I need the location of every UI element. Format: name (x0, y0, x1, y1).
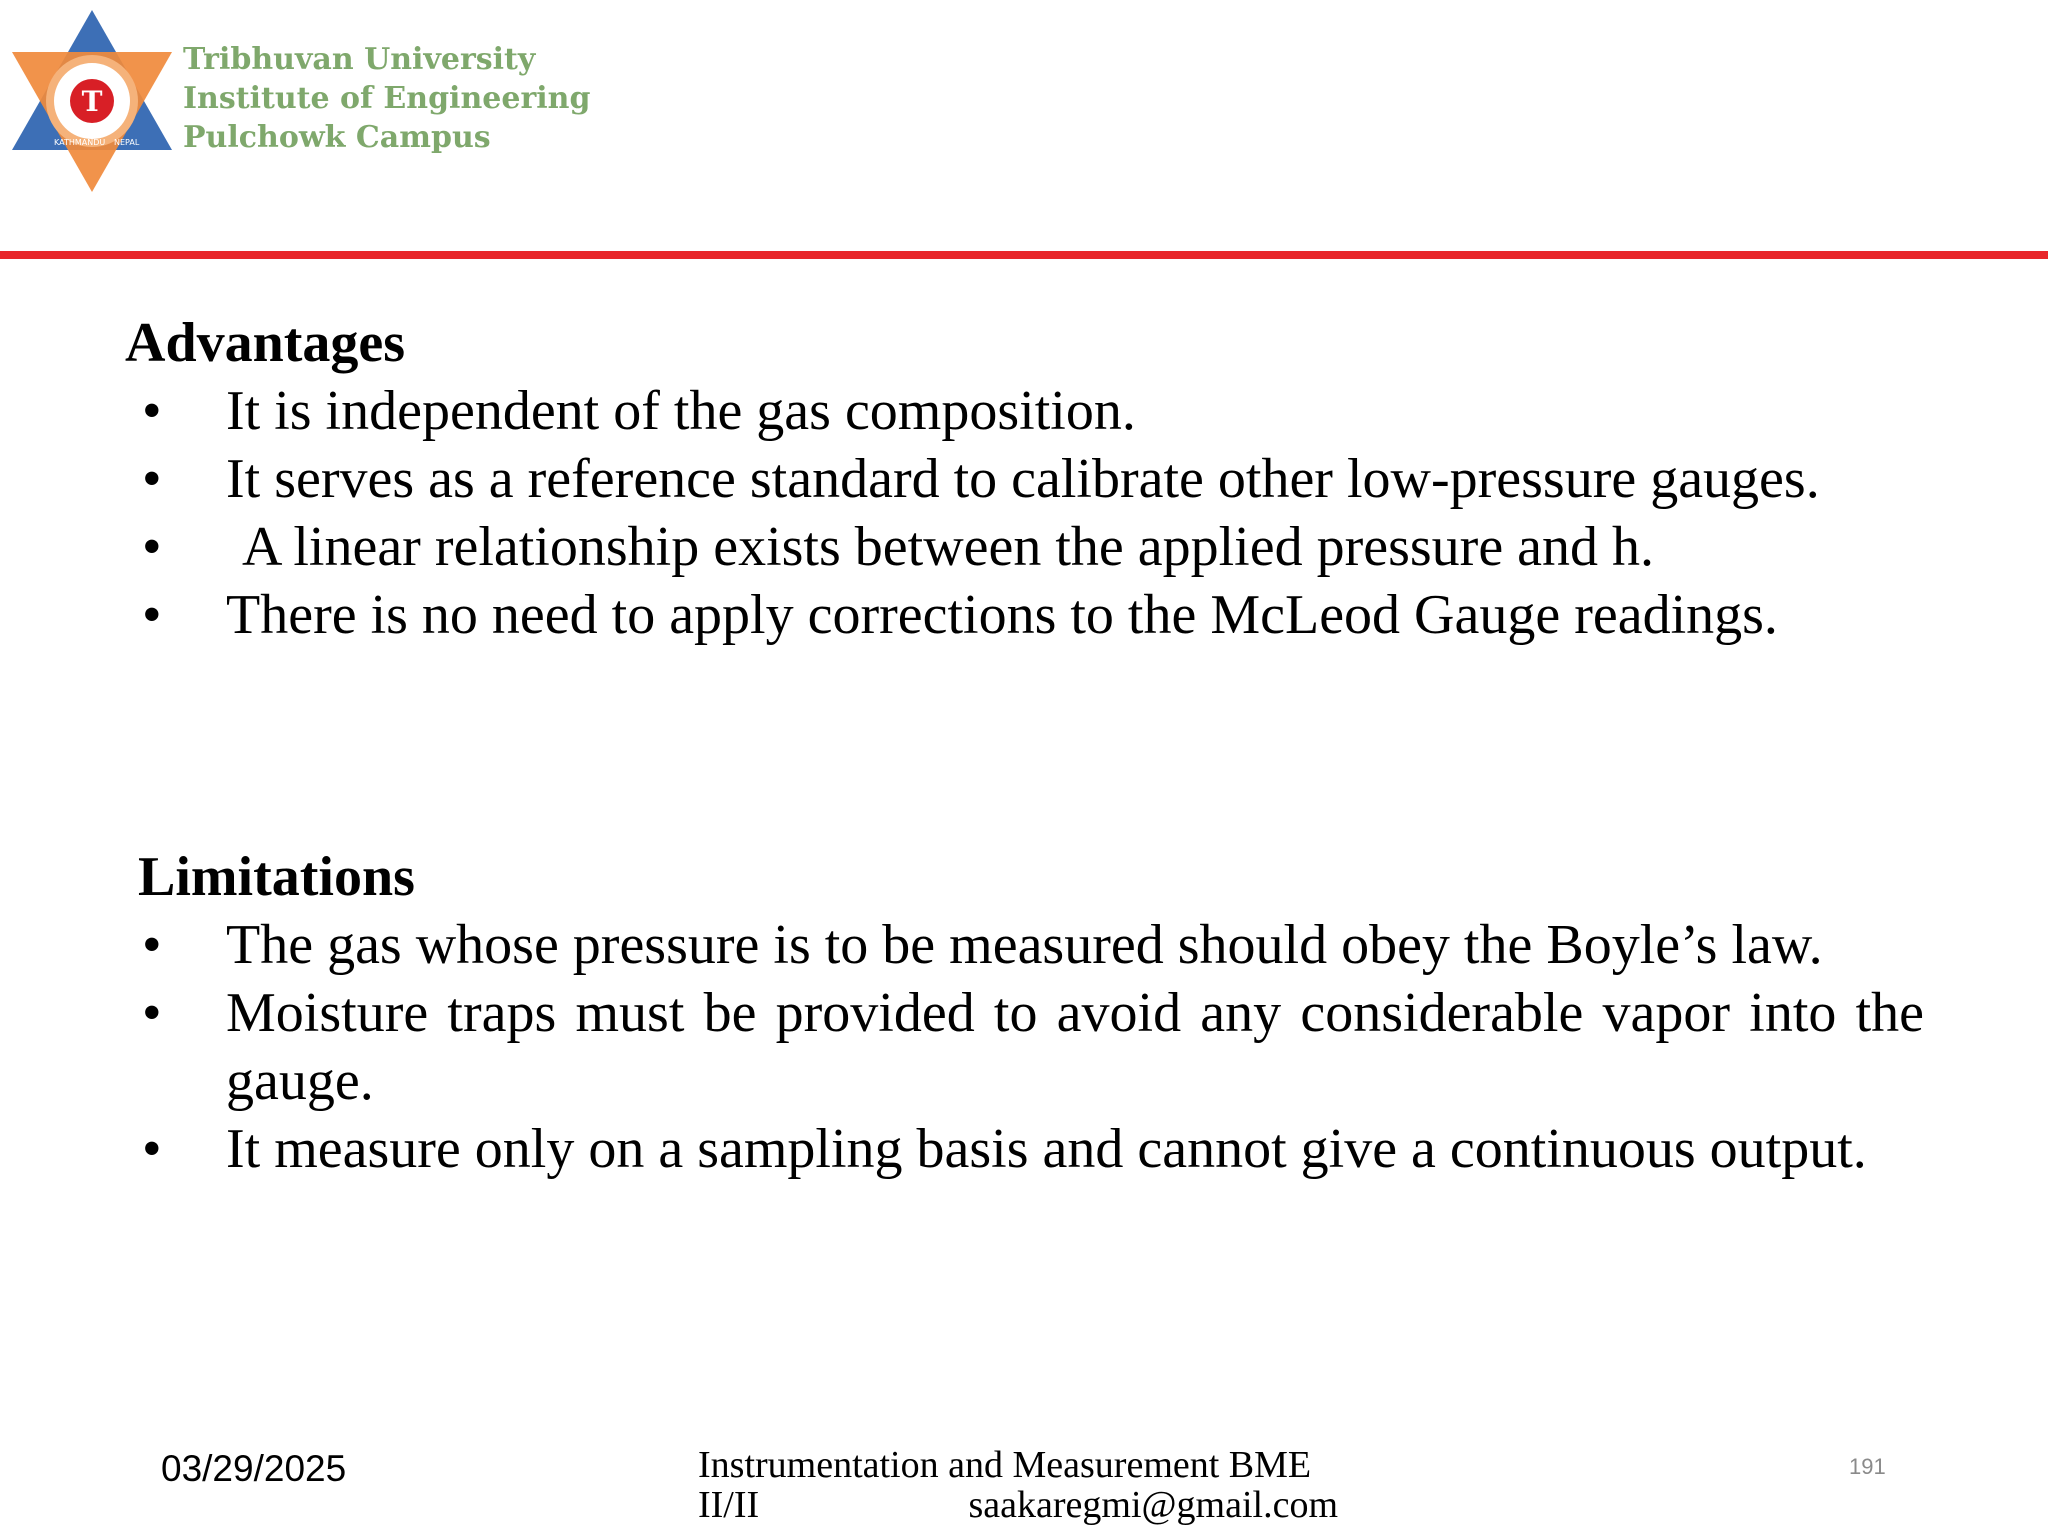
limitation-item (136, 1115, 1924, 1183)
logo-ring-text-right: NEPAL (114, 138, 140, 147)
limitations-list (136, 911, 1924, 1183)
university-logo (10, 10, 175, 192)
institute-name-line: Institute of Engineering (183, 81, 591, 116)
page-number: 191 (1849, 1454, 1886, 1479)
advantage-text: It serves as a reference standard to calibrate other low-pressure gauges. (226, 448, 1820, 510)
advantage-item (136, 513, 1924, 581)
university-name-block (183, 40, 590, 157)
advantage-item (136, 377, 1924, 445)
bullet-dot: • (142, 982, 162, 1044)
footer-course-title: Instrumentation and Measurement BME (698, 1444, 1312, 1486)
footer-course-info (698, 1445, 1338, 1525)
limitation-item (136, 979, 1924, 1115)
bullet-dot: • (142, 1118, 162, 1180)
logo-emblem-letter: T (81, 85, 103, 118)
advantage-item (136, 581, 1924, 649)
advantage-text: There is no need to apply corrections to the McLeod Gauge readings. (226, 584, 1778, 646)
slide-header (0, 0, 2048, 250)
limitations-heading: Limitations (138, 846, 415, 908)
advantages-heading: Advantages (125, 312, 406, 374)
advantage-text: A linear relationship exists between the applied pressure and h. (242, 516, 1655, 578)
campus-name-line: Pulchowk Campus (183, 120, 491, 155)
university-name-line: Tribhuvan University (183, 42, 536, 77)
bullet-dot: • (142, 584, 162, 646)
limitation-text: The gas whose pressure is to be measured should obey the Boyle’s law. (226, 914, 1823, 976)
footer-date: 03/29/2025 (161, 1448, 347, 1489)
advantage-item (136, 445, 1924, 513)
bullet-dot: • (142, 380, 162, 442)
bullet-dot: • (142, 914, 162, 976)
bullet-dot: • (142, 448, 162, 510)
footer-semester: II/II (698, 1484, 760, 1526)
footer-course-line2 (698, 1485, 1338, 1525)
bullet-dot: • (142, 516, 162, 578)
header-divider (0, 251, 2048, 259)
limitation-text: It measure only on a sampling basis and cannot give a continuous output. (226, 1118, 1867, 1180)
logo-ring-text-left: KATHMANDU (54, 138, 106, 147)
advantage-text: It is independent of the gas composition. (226, 380, 1136, 442)
footer-email: saakaregmi@gmail.com (968, 1484, 1338, 1526)
advantages-list (136, 377, 1924, 649)
limitation-item (136, 911, 1924, 979)
limitation-text: Moisture traps must be provided to avoid any considerable vapor into the gauge. (226, 982, 1924, 1112)
